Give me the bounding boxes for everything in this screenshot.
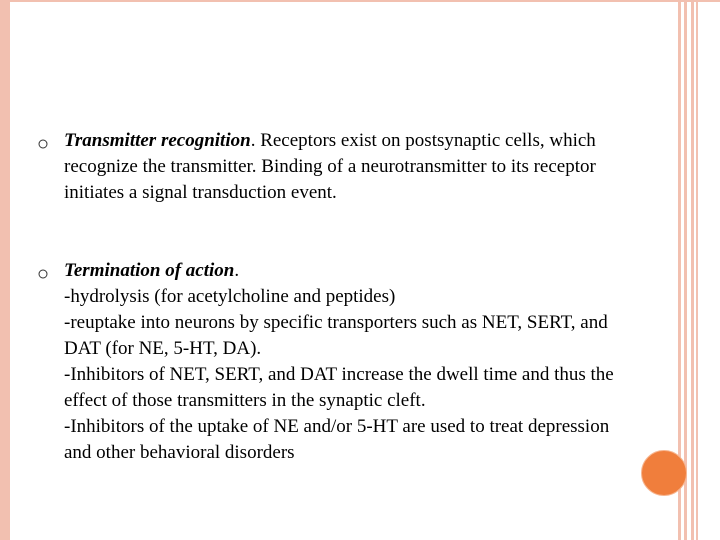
item-period: . [250, 130, 256, 151]
bullet-item-termination-of-action [64, 258, 624, 466]
item-period: . [234, 260, 240, 281]
item-term: Termination of action [64, 260, 235, 281]
circle-bullet-icon [38, 269, 48, 279]
item-line-inhibitors-dwell: -Inhibitors of NET, SERT, and DAT increase the dwell time and thus the effect of those transmitters in the synaptic cleft. [64, 364, 614, 411]
item-term: Transmitter recognition [64, 130, 251, 151]
item-line-reuptake: -reuptake into neurons by specific transporters such as NET, SERT, and DAT (for NE, 5-HT, DA). [64, 312, 608, 359]
bullet-item-transmitter-recognition [64, 128, 624, 206]
item-heading [64, 258, 624, 284]
decorative-stripe [696, 0, 698, 540]
item-line-hydrolysis: -hydrolysis (for acetylcholine and peptides) [64, 286, 396, 307]
decorative-orange-circle [641, 450, 687, 496]
decorative-stripe [684, 0, 687, 540]
decorative-stripe [691, 0, 694, 540]
item-line-inhibitors-uptake: -Inhibitors of the uptake of NE and/or 5-HT are used to treat depression and other behavioral disorders [64, 416, 610, 463]
circle-bullet-icon [38, 139, 48, 149]
item-text: Receptors exist on postsynaptic cells, which recognize the transmitter. Binding of a neurotransmitter to its receptor initiates a signal transduction event. [64, 130, 596, 203]
